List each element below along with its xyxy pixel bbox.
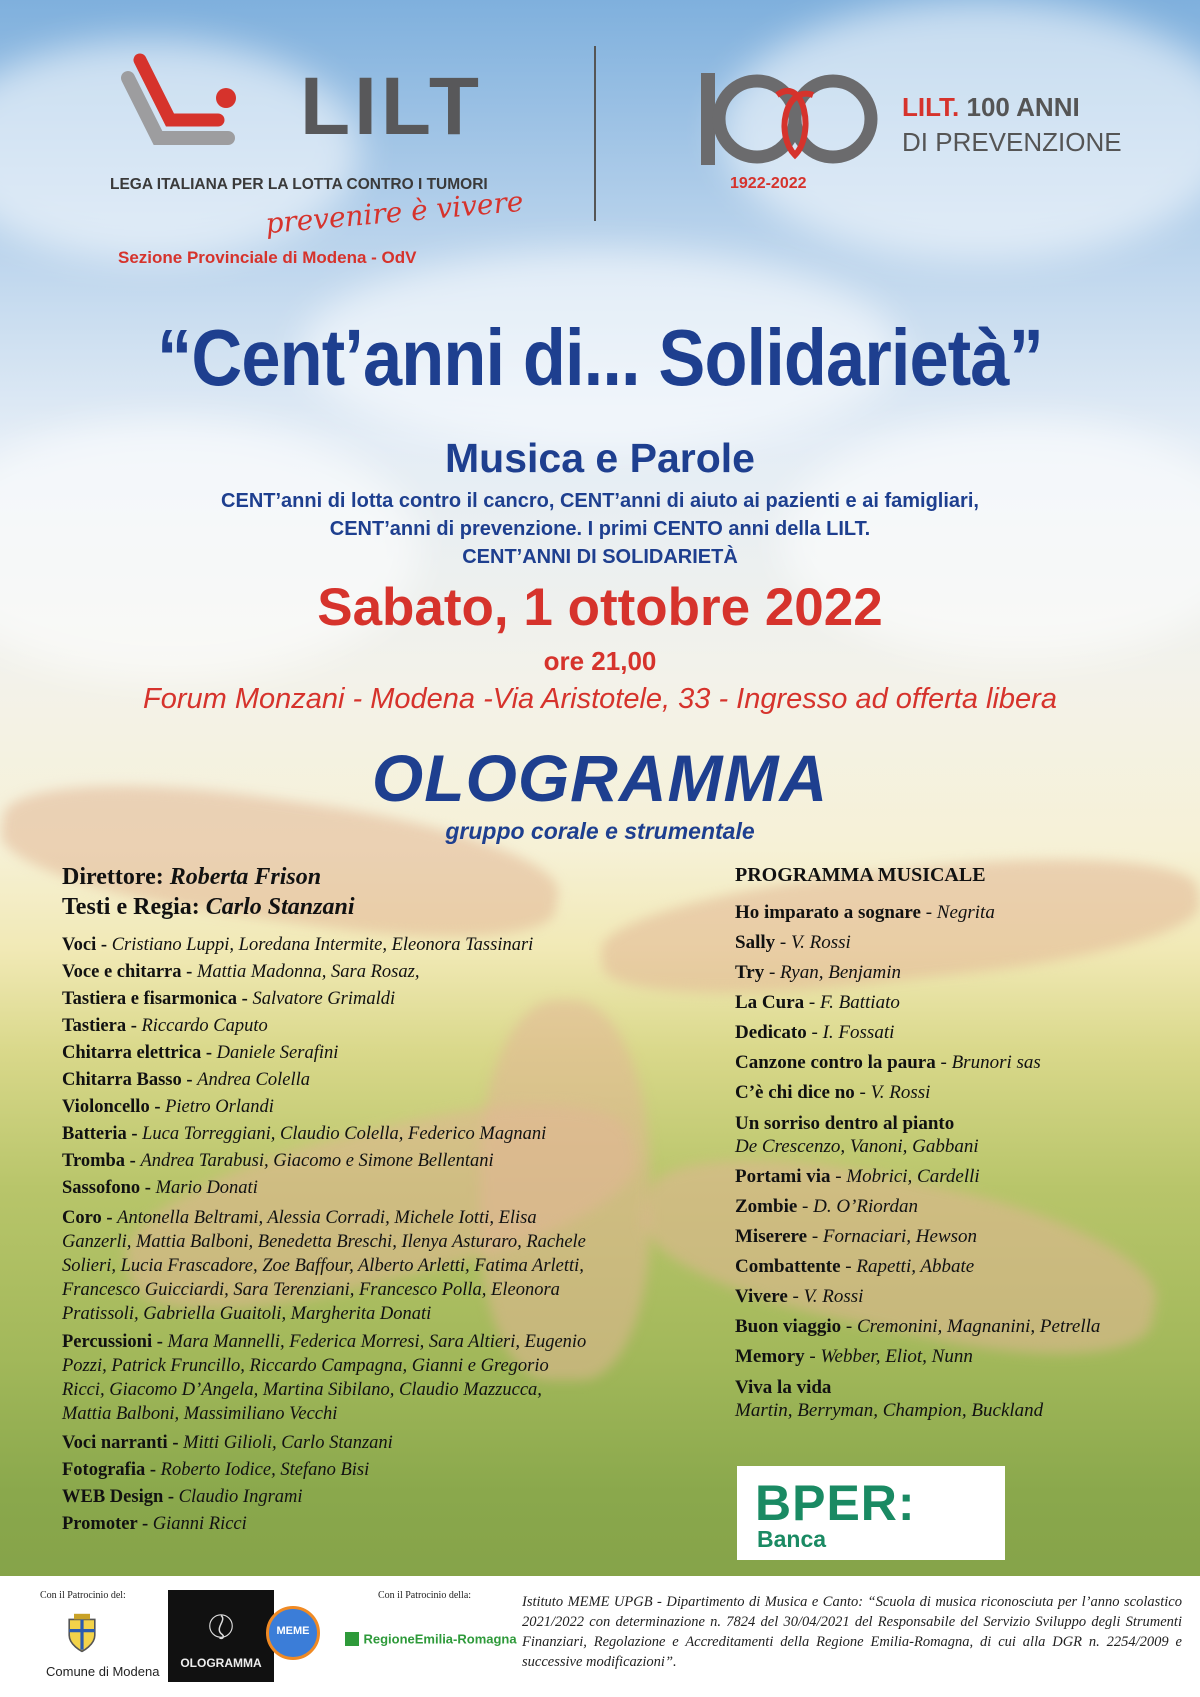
group-description: gruppo corale e strumentale (445, 818, 755, 844)
credit-role: Violoncello - (62, 1097, 166, 1117)
description-line: CENT’anni di lotta contro il cancro, CENT’anni di aiuto ai pazienti e ai famigliari, (221, 490, 979, 512)
credit-role: Percussioni - (62, 1332, 168, 1352)
group-name: OLOGRAMMA (371, 741, 829, 815)
credit-name: Mattia Balboni, Massimiliano Vecchi (62, 1404, 338, 1424)
credit-line (62, 1148, 702, 1175)
credit-role: Voce e chitarra - (62, 962, 197, 982)
song-separator: - (804, 992, 820, 1013)
song-title: La Cura (735, 992, 805, 1013)
credit-name: Ricci, Giacomo D’Angela, Martina Sibilano, Claudio Mazzucca, (62, 1380, 542, 1400)
lilt-logo (118, 38, 238, 148)
texts-credit (62, 892, 702, 922)
song-separator: - (841, 1316, 857, 1337)
credit-name: Andrea Colella (197, 1070, 311, 1090)
credit-line (62, 1484, 702, 1511)
song-item (735, 1162, 1185, 1192)
credit-name: Luca Torreggiani, Claudio Colella, Federico Magnani (142, 1124, 547, 1144)
credit-role: Tastiera e fisarmonica - (62, 989, 253, 1009)
credit-role: Direttore: (62, 864, 164, 890)
centenary-years: 1922-2022 (730, 175, 807, 192)
song-title: Sally (735, 932, 776, 953)
description-line: CENT’anni di prevenzione. I primi CENTO anni della LILT. (329, 518, 871, 540)
ologramma-logo (168, 1590, 274, 1682)
credit-name: Andrea Tarabusi, Giacomo e Simone Bellentani (140, 1151, 494, 1171)
song-author: I. Fossati (822, 1022, 895, 1043)
song-author: Cremonini, Magnanini, Petrella (856, 1316, 1101, 1337)
credit-name: Pozzi, Patrick Fruncillo, Riccardo Campagna, Gianni e Gregorio (62, 1356, 549, 1376)
programme-column (735, 862, 1185, 1426)
credit-line (62, 1013, 702, 1040)
song-author: Negrita (936, 902, 995, 923)
song-author: Fornaciari, Hewson (822, 1226, 978, 1247)
credits-column (62, 862, 702, 1538)
credit-role: Tastiera - (62, 1016, 142, 1036)
song-item (735, 1112, 1185, 1158)
credit-name: Solieri, Lucia Frascadore, Zoe Baffour, Alberto Arletti, Fatima Arletti, (62, 1256, 584, 1276)
percussion-credit (62, 1330, 702, 1426)
bper-subtitle: Banca (757, 1526, 827, 1552)
song-separator: - (854, 1082, 871, 1103)
regione-logo (345, 1630, 517, 1648)
song-author: De Crescenzo, Vanoni, Gabbani (735, 1136, 979, 1157)
footer (0, 1576, 1200, 1697)
comune-crest-icon (66, 1612, 98, 1654)
event-venue: Forum Monzani - Modena -Via Aristotele, 33 - Ingresso ad offerta libera (143, 683, 1057, 715)
song-item (735, 928, 1185, 958)
credit-role: WEB Design - (62, 1487, 179, 1507)
meme-logo (266, 1606, 320, 1660)
song-item (735, 898, 1185, 928)
song-author: V. Rossi (790, 932, 851, 953)
song-title: Portami via (735, 1166, 831, 1187)
song-title: C’è chi dice no (735, 1082, 855, 1103)
song-author: V. Rossi (870, 1082, 931, 1103)
song-item (735, 1282, 1185, 1312)
song-separator: - (807, 1226, 823, 1247)
song-author: Ryan, Benjamin (780, 962, 902, 983)
centenary-tagline-2: DI PREVENZIONE (902, 127, 1122, 157)
song-author: D. O’Riordan (813, 1196, 918, 1217)
credit-name: Pratissoli, Gabriella Guaitoli, Margherita Donati (62, 1304, 432, 1324)
song-separator: - (787, 1286, 804, 1307)
song-author: V. Rossi (803, 1286, 864, 1307)
credit-name: Gianni Ricci (152, 1514, 247, 1534)
credit-role: Promoter - (62, 1514, 153, 1534)
song-item (735, 1342, 1185, 1372)
regione-emblem-icon (345, 1632, 359, 1646)
credit-name: Roberta Frison (169, 864, 322, 890)
song-author: F. Battiato (819, 992, 900, 1013)
song-title: Un sorriso dentro al pianto (735, 1113, 955, 1134)
comune-name: Comune di Modena (46, 1664, 160, 1679)
credit-line (62, 1094, 702, 1121)
credit-name: Pietro Orlandi (165, 1097, 274, 1117)
credit-role: Chitarra elettrica - (62, 1043, 217, 1063)
credit-line (62, 1430, 702, 1457)
song-item (735, 1078, 1185, 1108)
credit-name: Francesco Guicciardi, Sara Terenziani, Francesco Polla, Eleonora (62, 1280, 560, 1300)
credit-role: Tromba - (62, 1151, 141, 1171)
event-date: Sabato, 1 ottobre 2022 (317, 578, 883, 637)
song-separator: - (830, 1166, 847, 1187)
ologramma-logo-text: OLOGRAMMA (180, 1656, 262, 1670)
credit-role: Fotografia - (62, 1460, 161, 1480)
song-separator: - (920, 902, 937, 923)
song-item (735, 1018, 1185, 1048)
credit-name: Mattia Madonna, Sara Rosaz, (196, 962, 420, 982)
song-item (735, 1376, 1185, 1422)
song-title: Viva la vida (735, 1377, 832, 1398)
bper-banca-logo (737, 1466, 1005, 1560)
song-title: Canzone contro la paura (735, 1052, 936, 1073)
song-item (735, 958, 1185, 988)
song-separator: - (764, 962, 781, 983)
song-separator: - (775, 932, 791, 953)
song-separator: - (804, 1346, 821, 1367)
credit-name: Mario Donati (155, 1178, 258, 1198)
lilt-full-name: LEGA ITALIANA PER LA LOTTA CONTRO I TUMORI (110, 176, 488, 193)
director-credit (62, 862, 702, 892)
credit-line (62, 932, 702, 959)
credit-name: Ganzerli, Mattia Balboni, Benedetta Breschi, Ilenya Asturaro, Rachele (62, 1232, 586, 1252)
bper-name: BPER: (755, 1475, 916, 1531)
credit-role: Voci - (62, 935, 112, 955)
event-time: ore 21,00 (543, 646, 657, 676)
centenary-tagline-1 (902, 92, 1080, 123)
song-title: Buon viaggio (735, 1316, 842, 1337)
credit-role: Sassofono - (62, 1178, 156, 1198)
song-item (735, 1048, 1185, 1078)
credit-name: Mitti Gilioli, Carlo Stanzani (183, 1433, 393, 1453)
song-title: Ho imparato a sognare (735, 902, 921, 923)
credit-name: Salvatore Grimaldi (252, 989, 396, 1009)
song-item (735, 1252, 1185, 1282)
song-author: Rapetti, Abbate (856, 1256, 975, 1277)
credit-role: Voci narranti - (62, 1433, 184, 1453)
song-title: Dedicato (735, 1022, 807, 1043)
credit-line (62, 959, 702, 986)
song-title: Try (735, 962, 765, 983)
event-title: “Cent’anni di... Solidarietà” (157, 313, 1043, 402)
credit-line (62, 1457, 702, 1484)
header-divider (594, 46, 596, 221)
song-item (735, 1222, 1185, 1252)
choir-credit (62, 1206, 702, 1326)
lilt-wordmark: LILT (300, 61, 483, 152)
credit-name: Cristiano Luppi, Loredana Intermite, Eleonora Tassinari (111, 935, 534, 955)
credit-role: Coro - (62, 1208, 118, 1228)
motto: prevenire è vivere (264, 184, 525, 241)
treble-clef-icon (206, 1608, 236, 1644)
song-title: Zombie (735, 1196, 798, 1217)
song-author: Martin, Berryman, Champion, Buckland (735, 1400, 1044, 1421)
credit-role: Chitarra Basso - (62, 1070, 198, 1090)
accreditation-statement: Istituto MEME UPGB - Dipartimento di Musica e Canto: “Scuola di musica riconosciuta per l’anno scolastico 2021/2022 con determinazione n. 7824 del 30/04/2021 del Responsabile del Servizio Sviluppo degli Strumenti Finanziari, Regolazione e Accreditamenti della Regione Emilia-Romagna, di cui alla DGR n. 2254/2009 e successive modificazioni”. (522, 1594, 1182, 1670)
song-item (735, 1192, 1185, 1222)
credit-name: Roberto Iodice, Stefano Bisi (160, 1460, 370, 1480)
credit-role: Testi e Regia: (62, 894, 200, 920)
credit-line (62, 1121, 702, 1148)
section-name: Sezione Provinciale di Modena - OdV (118, 248, 417, 267)
regione-name: RegioneEmilia-Romagna (363, 1631, 517, 1647)
credit-line (62, 1511, 702, 1538)
credit-name: Carlo Stanzani (205, 894, 355, 920)
patronage-label: Con il Patrocinio della: (378, 1590, 472, 1601)
centenary-100-logo (695, 65, 885, 175)
song-title: Combattente (735, 1256, 841, 1277)
credit-line (62, 1175, 702, 1202)
meme-logo-text: MEME (276, 1625, 310, 1637)
centenary-grey-text: 100 ANNI (966, 92, 1080, 122)
song-title: Miserere (735, 1226, 808, 1247)
credit-line (62, 1040, 702, 1067)
event-subtitle: Musica e Parole (445, 435, 755, 481)
credit-line (62, 986, 702, 1013)
song-separator: - (806, 1022, 823, 1043)
centenary-red-text: LILT. (902, 92, 960, 122)
song-separator: - (840, 1256, 857, 1277)
song-author: Brunori sas (951, 1052, 1041, 1073)
credit-name: Antonella Beltrami, Alessia Corradi, Michele Iotti, Elisa (117, 1208, 537, 1228)
programme-title: PROGRAMMA MUSICALE (735, 864, 986, 886)
credit-name: Mara Mannelli, Federica Morresi, Sara Altieri, Eugenio (167, 1332, 587, 1352)
song-item (735, 988, 1185, 1018)
song-separator: - (935, 1052, 952, 1073)
song-title: Vivere (735, 1286, 788, 1307)
song-separator: - (797, 1196, 814, 1217)
song-author: Mobrici, Cardelli (846, 1166, 980, 1187)
credit-name: Claudio Ingrami (178, 1487, 303, 1507)
patronage-label: Con il Patrocinio del: (40, 1590, 126, 1601)
song-item (735, 1312, 1185, 1342)
event-description (0, 487, 1200, 571)
credit-name: Daniele Serafini (216, 1043, 339, 1063)
description-line: CENT’ANNI DI SOLIDARIETÀ (462, 546, 738, 568)
credit-line (62, 1067, 702, 1094)
credit-name: Riccardo Caputo (141, 1016, 268, 1036)
credit-role: Batteria - (62, 1124, 143, 1144)
song-author: Webber, Eliot, Nunn (820, 1346, 973, 1367)
song-title: Memory (735, 1346, 805, 1367)
